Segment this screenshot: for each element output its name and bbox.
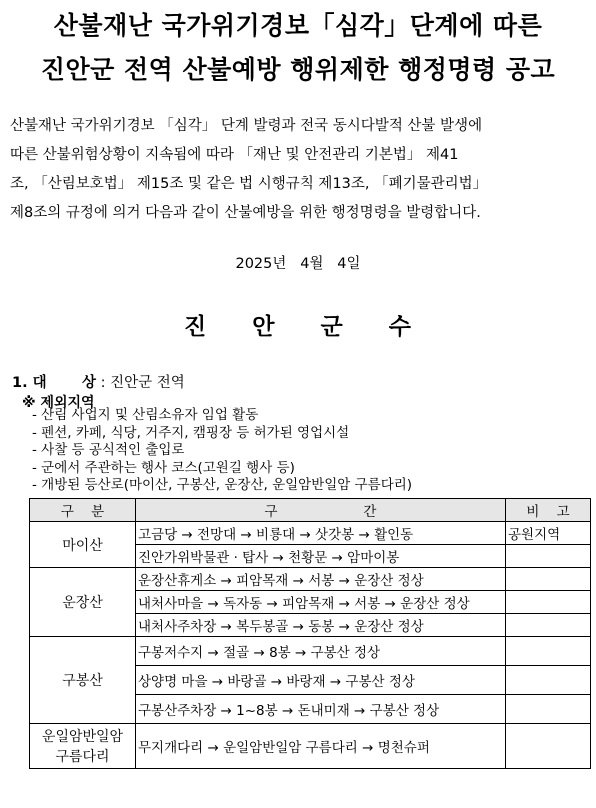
note-cell xyxy=(506,568,591,591)
table-row xyxy=(30,637,591,666)
table-row xyxy=(30,522,591,545)
note-cell xyxy=(506,614,591,637)
note-cell xyxy=(506,666,591,695)
notice-body-line: 조, 「산림보호법」 제15조 및 같은 법 시행규칙 제13조, 「폐기물관리법」 xyxy=(10,176,488,192)
area-cell: 구봉산 xyxy=(30,637,136,724)
route-cell: 운장산휴게소 → 피암목재 → 서봉 → 운장산 정상 xyxy=(136,568,506,591)
section-target-value: : 진안군 전역 xyxy=(100,375,185,391)
notice-body-line: 따른 산불위험상황이 지속됨에 따라 「재난 및 안전관리 기본법」 제41 xyxy=(10,147,459,163)
route-cell: 무지개다리 → 운일암반일암 구름다리 → 명천슈퍼 xyxy=(136,724,506,769)
header-note: 비 고 xyxy=(506,499,591,522)
signer: 진 안 군 수 xyxy=(184,314,412,340)
route-cell: 진안가위박물관 · 탑사 → 천황문 → 암마이봉 xyxy=(136,545,506,568)
note-cell xyxy=(506,545,591,568)
note-cell: 공원지역 xyxy=(506,522,591,545)
section-target-label: 1. 대 상 xyxy=(12,375,96,391)
exclusion-item: - 사찰 등 공식적인 출입로 xyxy=(32,442,185,458)
notice-body xyxy=(10,112,588,228)
header-section: 구 간 xyxy=(136,499,506,522)
notice-date: 2025년 4월 4일 xyxy=(235,256,361,272)
table-header-row xyxy=(30,499,591,522)
route-cell: 내처사마을 → 독자동 → 피암목재 → 서봉 → 운장산 정상 xyxy=(136,591,506,614)
route-cell: 구봉저수지 → 절골 → 8봉 → 구봉산 정상 xyxy=(136,637,506,666)
exclusion-item: - 펜션, 카페, 식당, 거주지, 캠핑장 등 허가된 영업시설 xyxy=(32,424,350,441)
title-line-2: 진안군 전역 산불예방 행위제한 행정명령 공고 xyxy=(40,55,556,84)
exclusion-item: - 산림 사업지 및 산림소유자 임업 활동 xyxy=(32,407,259,423)
area-cell-line: 운일암반일암 xyxy=(41,729,124,745)
area-cell-line: 구름다리 xyxy=(55,749,110,765)
route-cell: 내처사주차장 → 복두봉골 → 동봉 → 운장산 정상 xyxy=(136,614,506,637)
area-cell: 마이산 xyxy=(30,522,136,568)
area-cell: 운장산 xyxy=(30,568,136,637)
note-cell xyxy=(506,591,591,614)
route-cell: 상양명 마을 → 바랑골 → 바랑재 → 구봉산 정상 xyxy=(136,666,506,695)
table-row xyxy=(30,724,591,769)
trail-table xyxy=(29,498,591,769)
table-row xyxy=(30,568,591,591)
title-line-1: 산불재난 국가위기경보「심각」단계에 따른 xyxy=(53,11,543,40)
note-cell xyxy=(506,724,591,769)
exclusion-heading: ※ 제외지역 xyxy=(22,395,95,411)
route-cell: 고금당 → 전망대 → 비룡대 → 삿갓봉 → 활인동 xyxy=(136,522,506,545)
area-cell xyxy=(30,724,136,769)
note-cell xyxy=(506,695,591,724)
notice-body-line: 산불재난 국가위기경보 「심각」 단계 발령과 전국 동시다발적 산불 발생에 xyxy=(10,118,483,134)
exclusion-item: - 개방된 등산로(마이산, 구봉산, 운장산, 운일암반일암 구름다리) xyxy=(32,477,413,493)
exclusion-list xyxy=(32,407,412,495)
note-cell xyxy=(506,637,591,666)
route-cell: 구봉산주차장 → 1~8봉 → 돈내미재 → 구봉산 정상 xyxy=(136,695,506,724)
section-target xyxy=(12,371,185,392)
notice-body-line: 제8조의 규정에 의거 다음과 같이 산불예방을 위한 행정명령을 발령합니다. xyxy=(10,205,481,221)
exclusion-item: - 군에서 주관하는 행사 코스(고원길 행사 등) xyxy=(32,459,295,476)
header-category: 구 분 xyxy=(30,499,136,522)
